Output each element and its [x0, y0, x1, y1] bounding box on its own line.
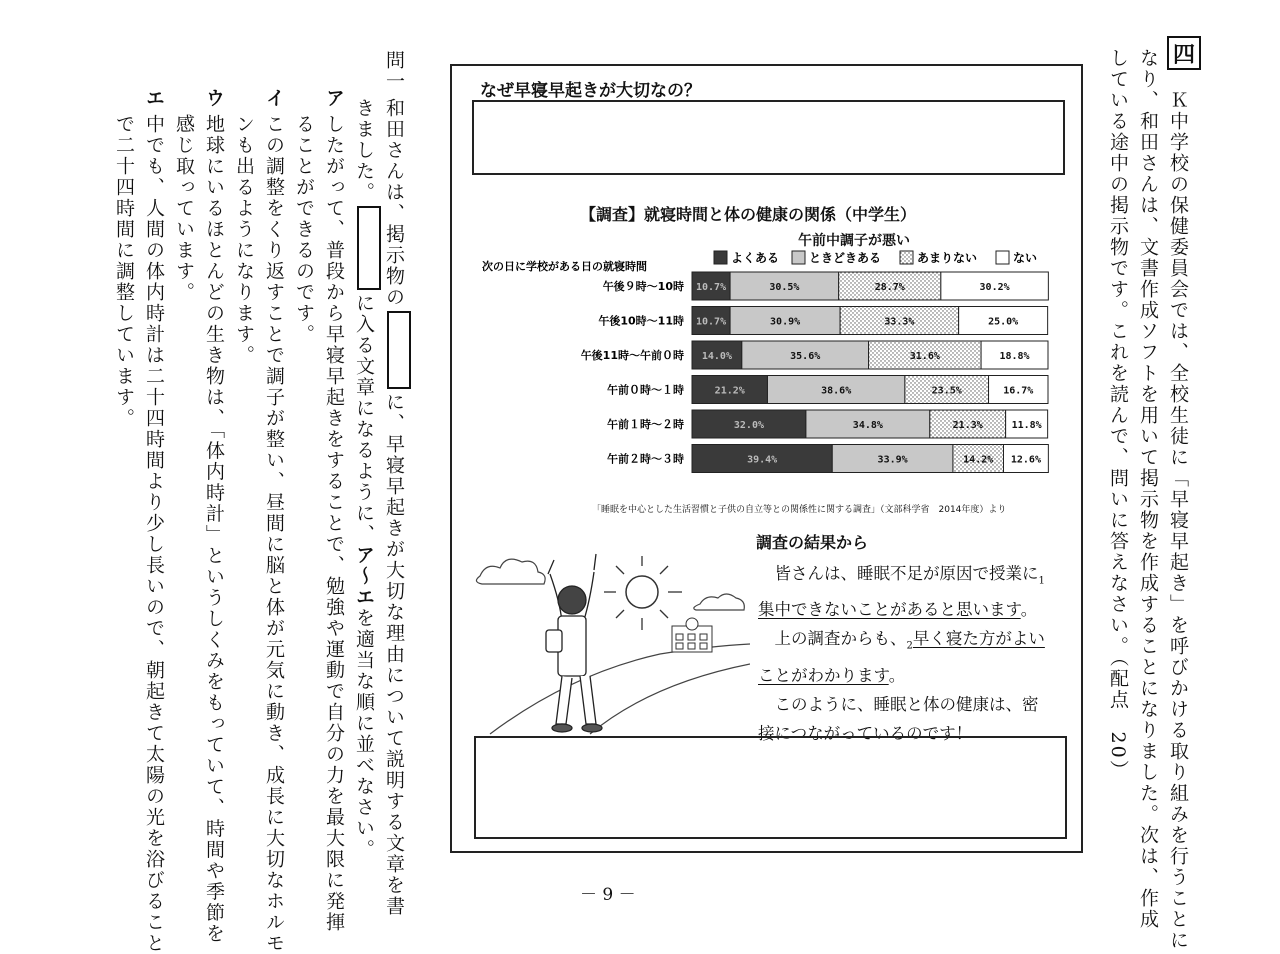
poster — [450, 64, 1083, 853]
blank-box — [387, 311, 411, 389]
blank-box-2 — [357, 206, 381, 290]
question-line-2: きました。に入る文章になるように、ア〜エを適当な順に並べなさい。 — [354, 98, 381, 860]
legend-label-2: ときどきある — [809, 251, 882, 265]
chart-ylabel: 次の日に学校がある日の就寝時間 — [482, 260, 647, 273]
option-e-line-1: 中でも、人間の体内時計は二十四時間より少し長いので、朝起きて太陽の光を浴びること — [143, 114, 165, 954]
category-label: 午後10時〜11時 — [598, 314, 684, 328]
poster-title: なぜ早寝早起きが大切なの？ — [480, 81, 701, 101]
data-label: 25.0% — [988, 316, 1019, 328]
legend-swatch-1 — [714, 251, 727, 264]
intro-line-2: なり、和田さんは、文書作成ソフトを用いて掲示物を作成することになりました。次は、作成 — [1137, 48, 1159, 930]
option-u-line-1: 地球にいるほとんどの生き物は、「体内時計」というしくみをもっていて、時間や季節を — [203, 114, 225, 945]
chart-source: 「睡眠を中心とした生活習慣と子供の自立等との関係性に関する調査」（文部科学省 2014年度）より — [592, 505, 1007, 515]
option-i-line-2: ンも出るようになります。 — [233, 114, 255, 366]
data-label: 34.8% — [852, 420, 883, 431]
page-number: － 9 － — [580, 885, 636, 905]
answer-box-bottom — [474, 736, 1067, 839]
data-label: 16.7% — [1003, 385, 1034, 397]
data-label: 35.6% — [790, 351, 821, 362]
data-label: 21.3% — [952, 420, 983, 431]
data-label: 14.0% — [701, 351, 732, 362]
data-label: 32.0% — [733, 420, 765, 431]
option-i-line-1: この調整をくり返すことで調子が整い、昼間に脳と体が元気に動き、成長に大切なホルモ — [263, 114, 285, 954]
underline-1: 集中できないことがあると思います — [758, 600, 1021, 620]
results-paragraph-2: 上の調査からも、$_2$早く寝た方がよいことがわかります。 — [758, 629, 1045, 685]
data-label: 33.9% — [877, 454, 908, 466]
legend-label-4: ない — [1013, 251, 1038, 265]
data-label: 23.5% — [931, 385, 962, 397]
intro-line-3: している途中の掲示物です。これを読んで、問いに答えなさい。（配点 20） — [1107, 48, 1129, 781]
option-e-line-2: で二十四時間に調整しています。 — [113, 114, 135, 429]
data-label: 30.9% — [770, 316, 801, 328]
results-paragraph-1: 皆さんは、睡眠不足が原因で授業に$_1$集中できないことがあると思います。 — [758, 564, 1045, 620]
answer-box-top — [472, 100, 1065, 175]
legend-label-3: あまりない — [917, 251, 978, 265]
option-a-letter: ア — [323, 88, 345, 109]
data-label: 39.4% — [747, 454, 778, 466]
data-label: 30.5% — [769, 282, 800, 293]
data-label: 10.7% — [695, 316, 727, 328]
results-text — [758, 559, 1048, 748]
data-label: 21.2% — [714, 385, 745, 397]
intro-line-1: Ｋ中学校の保健委員会では、全校生徒に「早寝早起き」を呼びかける取り組みを行うことに — [1167, 90, 1189, 951]
data-label: 11.8% — [1011, 420, 1042, 431]
data-label: 33.3% — [884, 316, 915, 328]
category-label: 午前０時〜１時 — [607, 383, 684, 397]
data-label: 30.2% — [979, 282, 1010, 293]
question-line-1: 和田さんは、掲示物のに、早寝早起きが大切な理由について説明する文章を書 — [384, 98, 411, 917]
category-label: 午後９時〜10時 — [602, 280, 684, 293]
option-u-letter: ウ — [203, 88, 225, 109]
category-label: 午後11時〜午前０時 — [580, 349, 684, 362]
option-e-letter: エ — [143, 88, 165, 109]
category-label: 午前１時〜２時 — [607, 418, 684, 431]
legend-swatch-2 — [792, 251, 805, 264]
option-u-line-2: 感じ取っています。 — [173, 114, 195, 303]
stacked-bar-chart — [452, 248, 1085, 498]
section-number: 四 — [1167, 36, 1201, 70]
legend-swatch-4 — [996, 251, 1009, 264]
underline-2: 早く寝た方がよいことがわかります — [758, 629, 1045, 685]
category-label: 午前２時〜３時 — [607, 452, 684, 466]
chart-subtitle: 午前中調子が悪い — [798, 233, 910, 249]
data-label: 18.8% — [999, 351, 1030, 362]
legend-swatch-3 — [900, 251, 913, 264]
data-label: 28.7% — [874, 282, 905, 293]
option-i-letter: イ — [263, 88, 285, 109]
data-label: 14.2% — [963, 454, 994, 466]
student-illustration — [470, 534, 750, 744]
data-label: 10.7% — [695, 282, 727, 293]
results-paragraph-3: このように、睡眠と体の健康は、密接につながっているのです！ — [758, 694, 1039, 743]
data-label: 31.6% — [909, 351, 940, 362]
results-heading: 調査の結果から — [756, 533, 869, 552]
chart-title: 【調査】就寝時間と体の健康の関係（中学生） — [580, 205, 917, 224]
legend-label-1: よくある — [731, 251, 780, 265]
data-label: 12.6% — [1010, 454, 1041, 466]
data-label: 38.6% — [821, 385, 852, 397]
option-a-line-1: したがって、普段から早寝早起きをすることで、勉強や運動で自分の力を最大限に発揮 — [323, 114, 345, 933]
option-a-line-2: ることができるのです。 — [293, 114, 315, 345]
question-label: 問一 — [383, 50, 405, 92]
